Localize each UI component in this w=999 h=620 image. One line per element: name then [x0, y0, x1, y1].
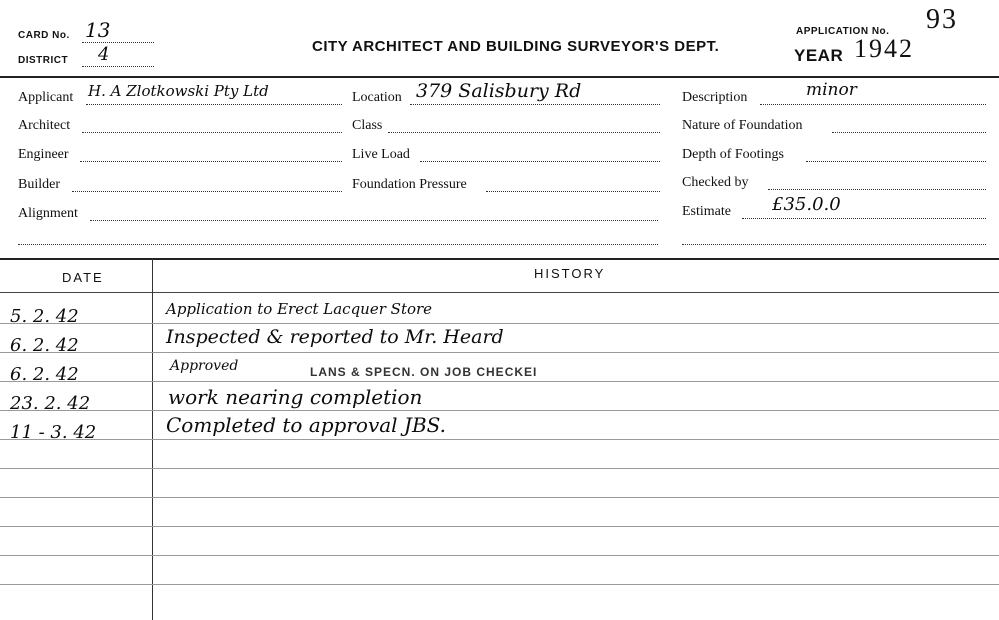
architect-line: [82, 132, 342, 133]
depth-of-footings-label: Depth of Footings: [682, 147, 784, 162]
history-text: work nearing completion: [168, 385, 423, 409]
date-header: DATE: [62, 270, 104, 285]
application-no-value: 93: [926, 4, 958, 35]
history-date: 6. 2. 42: [10, 335, 79, 356]
live-load-line: [420, 161, 660, 162]
extra-line-left: [18, 244, 658, 245]
builder-label: Builder: [18, 177, 60, 192]
district-label: DISTRICT: [18, 55, 69, 66]
applicant-label: Applicant: [18, 90, 74, 105]
dept-title: CITY ARCHITECT AND BUILDING SURVEYOR'S DEPT.: [312, 38, 720, 55]
year-label: YEAR: [794, 46, 844, 65]
location-line: [410, 104, 660, 105]
history-text: Application to Erect Lacquer Store: [166, 300, 433, 318]
depth-of-footings-line: [806, 161, 986, 162]
alignment-line: [90, 220, 658, 221]
header-rule: [0, 76, 999, 78]
history-row-line: [0, 526, 999, 527]
history-row-line: [0, 410, 999, 411]
history-text: Inspected & reported to Mr. Heard: [166, 326, 504, 348]
engineer-label: Engineer: [18, 147, 69, 162]
applicant-value: H. A Zlotkowski Pty Ltd: [88, 82, 269, 100]
alignment-label: Alignment: [18, 206, 78, 221]
card-no-label: CARD No.: [18, 30, 70, 41]
engineer-line: [80, 161, 342, 162]
estimate-label: Estimate: [682, 204, 731, 219]
foundation-pressure-line: [486, 191, 660, 192]
year-value: 1942: [854, 34, 914, 63]
checked-by-label: Checked by: [682, 175, 749, 190]
builder-line: [72, 191, 342, 192]
district-value: 4: [98, 44, 110, 65]
district-line: [82, 66, 154, 67]
description-value: minor: [806, 80, 857, 100]
extra-line-right: [682, 244, 986, 245]
nature-of-foundation-line: [832, 132, 986, 133]
card-no-line: [82, 42, 154, 43]
history-row-line: [0, 584, 999, 585]
history-date: 6. 2. 42: [10, 364, 79, 385]
approval-stamp: LANS & SPECN. ON JOB CHECKEI: [310, 365, 538, 379]
history-row-line: [0, 439, 999, 440]
history-row-line: [0, 497, 999, 498]
checked-by-line: [768, 189, 986, 190]
history-date: 23. 2. 42: [10, 393, 91, 414]
nature-of-foundation-label: Nature of Foundation: [682, 118, 803, 133]
history-header: HISTORY: [534, 266, 606, 281]
history-row-line: [0, 381, 999, 382]
estimate-line: [742, 218, 986, 219]
location-value: 379 Salisbury Rd: [416, 80, 582, 102]
estimate-value: £35.0.0: [772, 194, 841, 215]
architect-label: Architect: [18, 118, 71, 133]
card-no-value: 13: [85, 18, 111, 42]
applicant-line: [86, 104, 342, 105]
history-header-rule: [0, 292, 999, 293]
history-text: Completed to approval JBS.: [166, 413, 446, 437]
live-load-label: Live Load: [352, 147, 410, 162]
history-row-line: [0, 468, 999, 469]
history-top-rule: [0, 258, 999, 260]
description-label: Description: [682, 90, 748, 105]
location-label: Location: [352, 90, 402, 105]
history-date: 11 - 3. 42: [10, 422, 97, 443]
history-row-line: [0, 555, 999, 556]
class-label: Class: [352, 118, 383, 133]
history-date: 5. 2. 42: [10, 306, 79, 327]
description-line: [760, 104, 986, 105]
history-text: Approved: [170, 358, 239, 374]
application-no-label: APPLICATION No.: [796, 26, 890, 37]
history-row-line: [0, 323, 999, 324]
history-row-line: [0, 352, 999, 353]
foundation-pressure-label: Foundation Pressure: [352, 177, 467, 192]
class-line: [388, 132, 660, 133]
